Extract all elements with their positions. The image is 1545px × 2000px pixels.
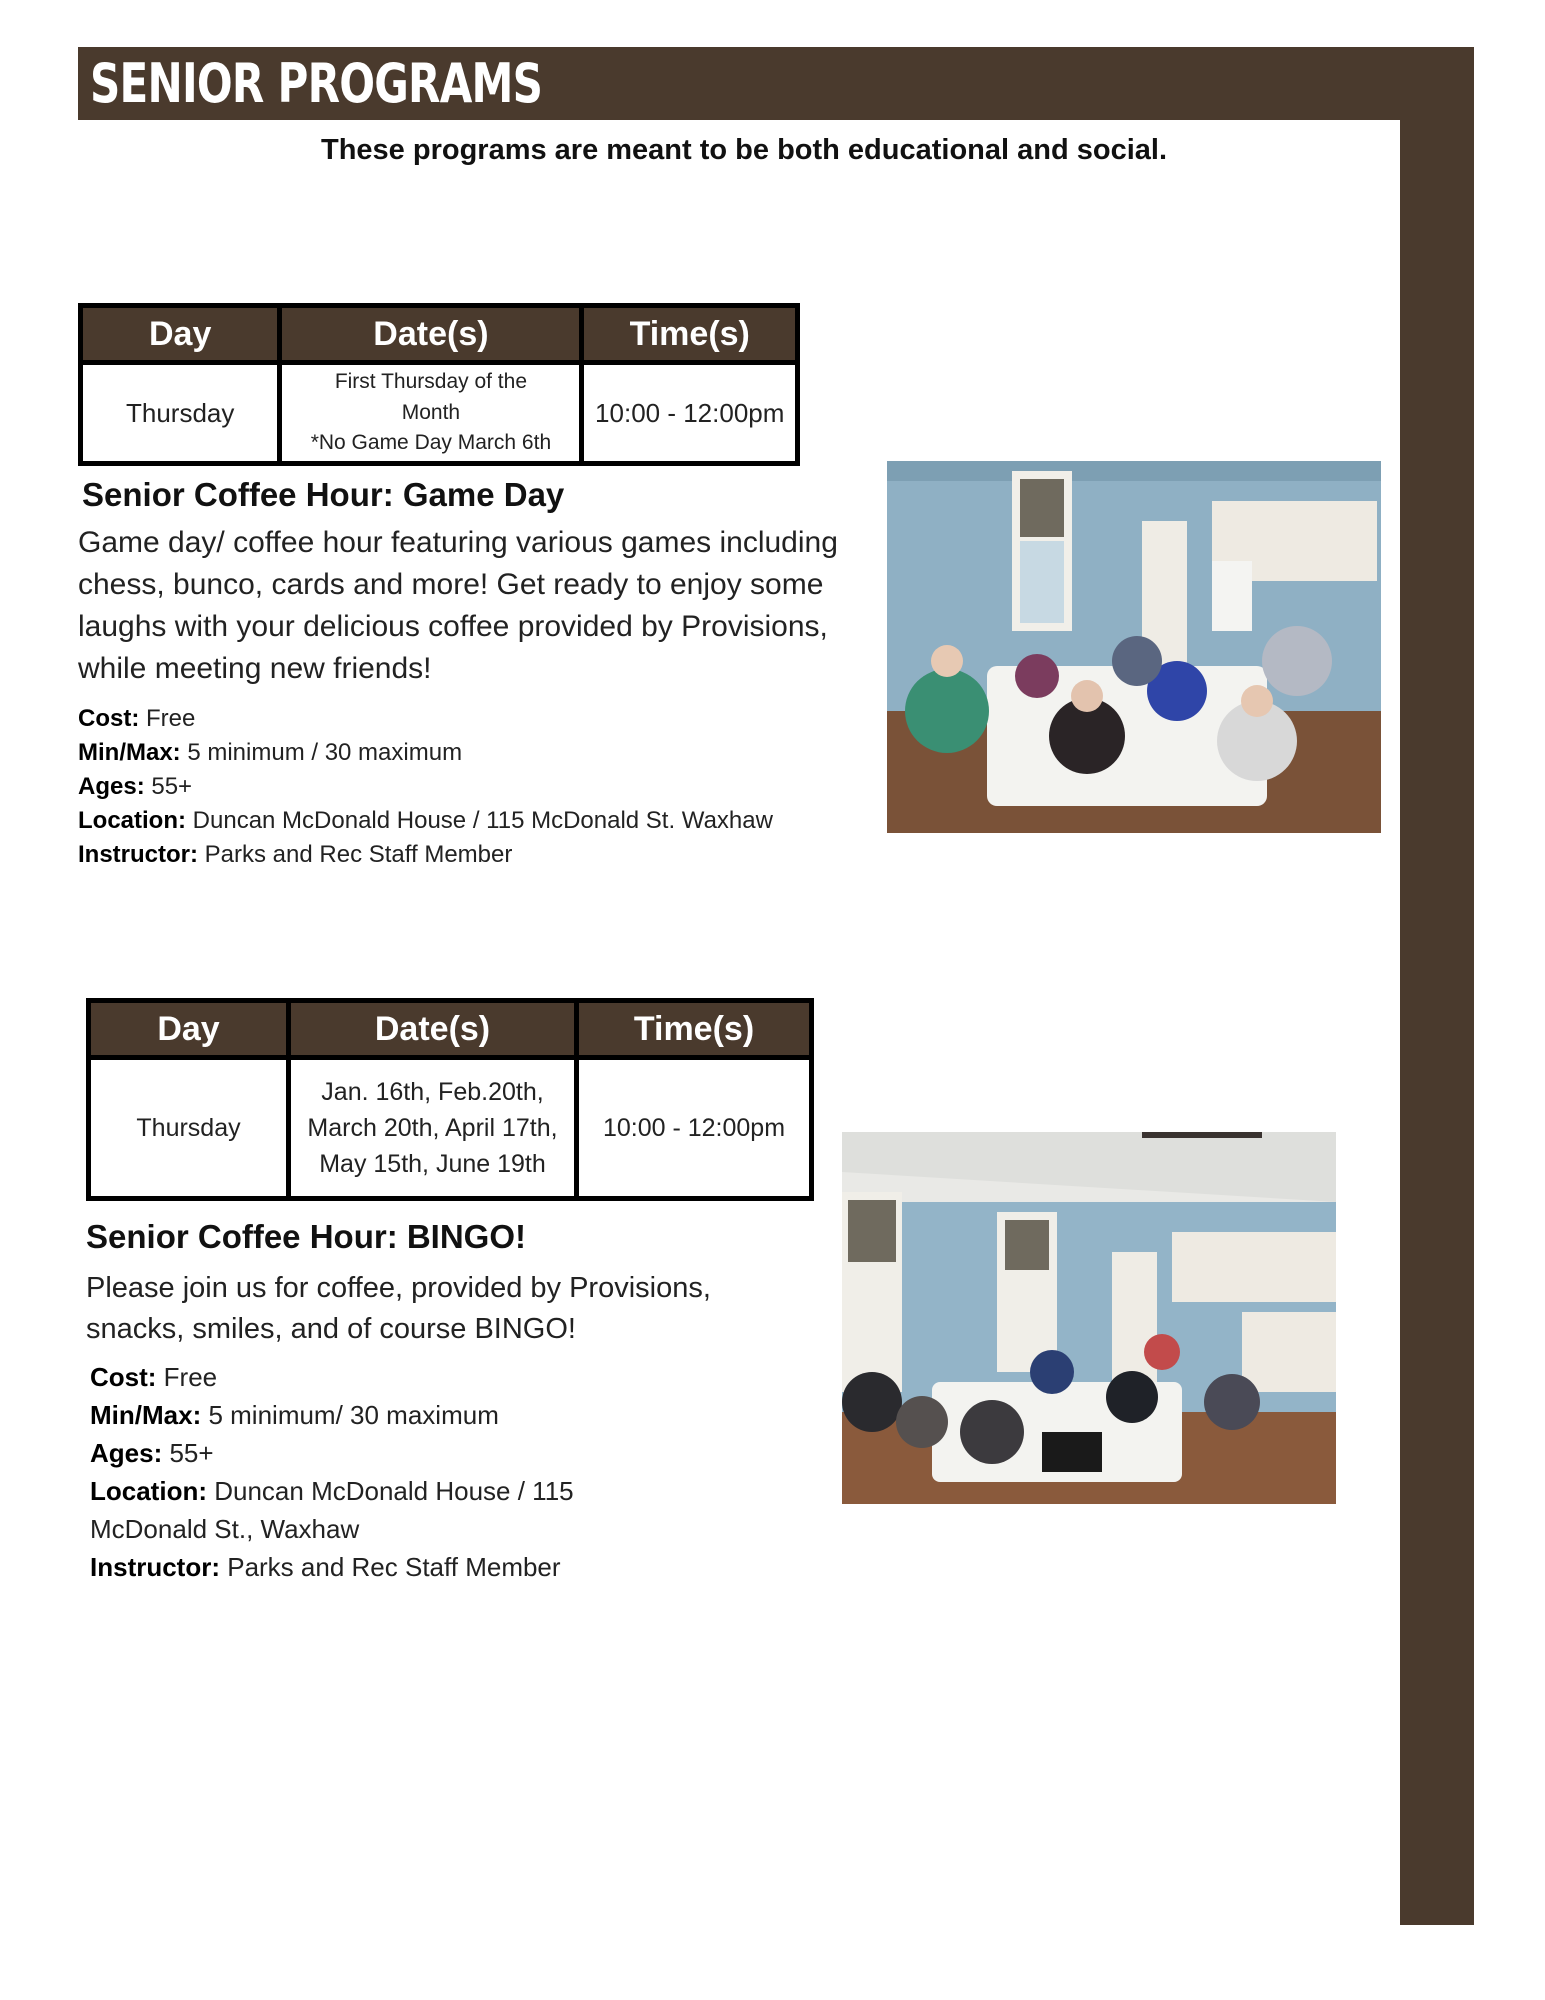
photo-illustration [842,1132,1336,1504]
cell-time: 10:00 - 12:00pm [582,363,798,464]
header-bar [78,47,1474,120]
cell-day: Thursday [89,1058,289,1199]
detail-label: Min/Max: [78,739,181,766]
detail-label: Instructor: [78,841,198,868]
program-description-bingo: Please join us for coffee, provided by Provisions, snacks, smiles, and of course BINGO! [86,1272,711,1345]
schedule-table-bingo [86,998,814,1201]
page-title: SENIOR PROGRAMS [90,52,543,115]
table-row [89,1058,812,1199]
table-header-row [89,1001,812,1058]
column-header-day: Day [81,306,280,363]
table-row [81,363,798,464]
detail-value: Duncan McDonald House / 115 McDonald St. Waxhaw [186,807,773,834]
column-header-times: Time(s) [577,1001,812,1058]
detail-minmax [90,1396,574,1434]
detail-location [90,1472,574,1510]
cell-day: Thursday [81,363,280,464]
detail-location-cont: McDonald St., Waxhaw [90,1514,360,1544]
column-header-dates: Date(s) [289,1001,577,1058]
detail-value: Free [156,1362,218,1392]
detail-cost [78,702,773,736]
detail-value: 5 minimum / 30 maximum [180,739,463,766]
detail-minmax [78,736,773,770]
detail-instructor [78,838,773,872]
detail-ages [78,770,773,804]
cell-dates [280,363,582,464]
dates-line: May 15th, June 19th [319,1150,546,1179]
page-subtitle [76,134,1472,167]
detail-label: Min/Max: [90,1400,202,1430]
detail-instructor [90,1548,574,1586]
detail-label: Location: [90,1476,207,1506]
side-accent-bar [1400,120,1474,1925]
detail-value: Duncan McDonald House / 115 [207,1476,574,1506]
detail-value: 5 minimum/ 30 maximum [201,1400,499,1430]
dates-line: March 20th, April 17th, [307,1113,558,1142]
detail-label: Ages: [90,1438,163,1468]
cell-time: 10:00 - 12:00pm [577,1058,812,1199]
detail-label: Location: [78,807,186,834]
detail-label: Cost: [90,1362,157,1392]
subtitle-text: These programs are meant to be both educational and social. [320,134,1168,166]
detail-value: Parks and Rec Staff Member [198,841,513,868]
detail-value: Parks and Rec Staff Member [220,1552,561,1582]
dates-line: First Thursday of the [334,370,528,394]
detail-value: 55+ [144,773,193,800]
program-title-bingo: Senior Coffee Hour: BINGO! [86,1218,527,1255]
cell-dates [289,1058,577,1199]
column-header-day: Day [89,1001,289,1058]
detail-location [78,804,773,838]
dates-line: Month [401,400,461,424]
table-header-row [81,306,798,363]
detail-label: Ages: [78,773,145,800]
column-header-times: Time(s) [582,306,798,363]
program-title-game-day: Senior Coffee Hour: Game Day [82,476,565,513]
photo-game-day [887,461,1381,833]
detail-value: 55+ [162,1438,214,1468]
photo-illustration [887,461,1381,833]
detail-value: Free [139,705,196,732]
photo-bingo [842,1132,1336,1504]
dates-note: *No Game Day March 6th [310,431,552,455]
program-description-game-day: Game day/ coffee hour featuring various games including chess, bunco, cards and more! Get ready to enjoy some laughs with your delicious coffee provided by Provisions, while meeting new friends! [78,526,838,685]
program-details-game-day [78,702,773,872]
program-details-bingo [90,1358,574,1586]
detail-cost [90,1358,574,1396]
detail-label: Instructor: [90,1552,220,1582]
schedule-table-game-day [78,303,800,466]
detail-label: Cost: [78,705,140,732]
detail-ages [90,1434,574,1472]
dates-line: Jan. 16th, Feb.20th, [321,1077,544,1106]
column-header-dates: Date(s) [280,306,582,363]
